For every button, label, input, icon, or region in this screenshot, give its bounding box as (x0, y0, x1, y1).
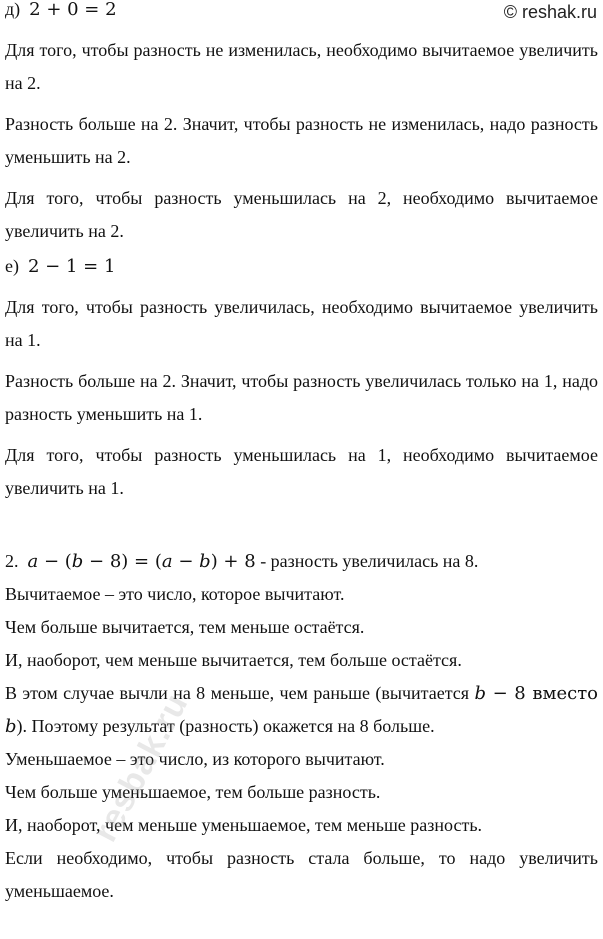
part-e-paragraph-1: Для того, чтобы разность увеличилась, необходимо вычитаемое увеличить на 1. (5, 297, 598, 350)
task-2-line-1: Вычитаемое – это число, которое вычитают. (5, 584, 345, 604)
site-watermark: © reshak.ru (503, 2, 597, 22)
part-e-heading (5, 250, 598, 283)
task-2-formula-line (5, 545, 598, 578)
part-d-heading (5, 0, 598, 26)
task-2 (5, 545, 598, 908)
part-d-label: д) (5, 0, 21, 19)
part-d-equation: 2 + 0 = 2 (29, 0, 117, 20)
task-2-line-5: Уменьшаемое – это число, из которого вычитают. (5, 749, 385, 769)
task-2-formula-tail: - разность увеличилась на 8. (255, 551, 479, 571)
task-2-line-7: И, наоборот, чем меньше уменьшаемое, тем меньше разность. (5, 815, 483, 835)
part-e-paragraph-2: Разность больше на 2. Значит, чтобы разность увеличилась только на 1, надо разность уменьшить на 1. (5, 371, 598, 424)
part-d (5, 0, 598, 248)
task-2-line-4: В этом случае вычли на 8 меньше, чем раньше (вычитается b − 8 вместо b). Поэтому результат (разность) окажется на 8 больше. (5, 683, 598, 737)
task-2-number: 2. (5, 551, 19, 571)
task-2-line-6: Чем больше уменьшаемое, тем больше разность. (5, 782, 381, 802)
part-e (5, 250, 598, 505)
part-d-paragraph-1: Для того, чтобы разность не изменилась, необходимо вычитаемое увеличить на 2. (5, 40, 598, 93)
task-2-line-2: Чем больше вычитается, тем меньше остаётся. (5, 617, 365, 637)
task-2-formula: a − (b − 8) = (a − b) + 8 (27, 551, 256, 572)
part-d-paragraph-3: Для того, чтобы разность уменьшилась на 2, необходимо вычитаемое увеличить на 2. (5, 188, 598, 241)
task-2-line-8: Если необходимо, чтобы разность стала больше, то надо увеличить уменьшаемое. (5, 848, 598, 901)
part-e-equation: 2 − 1 = 1 (27, 256, 116, 277)
diagonal-watermark: resbak.ru (86, 686, 196, 848)
task-2-line-3: И, наоборот, чем меньше вычитается, тем больше остаётся. (5, 650, 462, 670)
part-e-label: е) (5, 256, 19, 276)
part-e-paragraph-3: Для того, чтобы разность уменьшилась на 1, необходимо вычитаемое увеличить на 1. (5, 445, 598, 498)
part-d-paragraph-2: Разность больше на 2. Значит, чтобы разность не изменилась, надо разность уменьшить на 2. (5, 114, 598, 167)
